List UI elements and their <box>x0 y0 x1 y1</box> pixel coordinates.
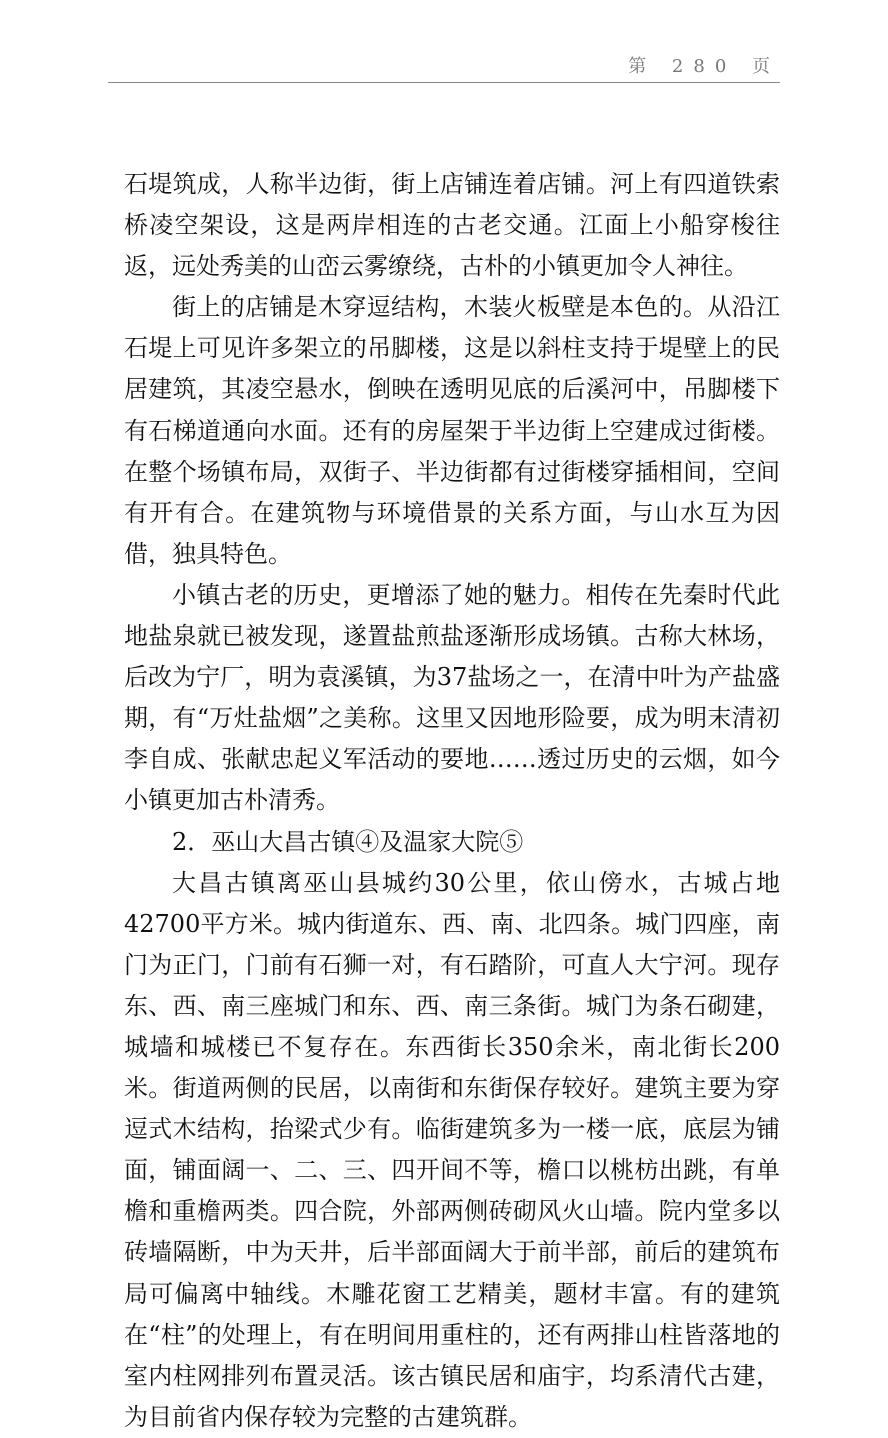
paragraph-2: 街上的店铺是木穿逗结构，木装火板壁是本色的。从沿江石堤上可见许多架立的吊脚楼，这是以斜柱支持于堤壁上的民居建筑，其凌空悬水，倒映在透明见底的后溪河中，吊脚楼下有石梯道通向水面。还有的房屋架于半边街上空建成过街楼。在整个场镇布局，双街子、半边街都有过街楼穿插相间，空间有开有合。在建筑物与环境借景的关系方面，与山水互为因借，独具特色。 <box>124 293 780 568</box>
paragraph-1: 石堤筑成，人称半边街，街上店铺连着店铺。河上有四道铁索桥凌空架设，这是两岸相连的古老交通。江面上小船穿梭往返，远处秀美的山峦云雾缭绕，古朴的小镇更加令人神往。 <box>124 170 780 281</box>
body-text <box>124 164 780 1438</box>
paragraph-4: 大昌古镇离巫山县城约30公里，依山傍水，古城占地42700平方米。城内街道东、西、南、北四条。城门四座，南门为正门，门前有石狮一对，有石踏阶，可直人大宁河。现存东、西、南三座城门和东、西、南三条街。城门为条石砌建，城墙和城楼已不复存在。东西街长350余米，南北街长200米。街道两侧的民居，以南街和东街保存较好。建筑主要为穿逗式木结构，抬梁式少有。临街建筑多为一楼一底，底层为铺面，铺面阔一、二、三、四开间不等，檐口以桃枋出跳，有单檐和重檐两类。四合院，外部两侧砖砌风火山墙。院内堂多以砖墙隔断，中为天井，后半部面阔大于前半部，前后的建筑布局可偏离中轴线。木雕花窗工艺精美，题材丰富。有的建筑在“柱”的处理上，有在明间用重柱的，还有两排山柱皆落地的室内柱网排列布置灵活。该古镇民居和庙宇，均系清代古建，为目前省内保存较为完整的古建筑群。 <box>124 868 780 1431</box>
header-rule <box>108 82 780 83</box>
paragraph-3: 小镇古老的历史，更增添了她的魅力。相传在先秦时代此地盐泉就已被发现，遂置盐煎盐逐渐形成场镇。古称大林场，后改为宁厂，明为袁溪镇，为37盐场之一，在清中叶为产盐盛期，有“万灶盐烟”之美称。这里又因地形险要，成为明末清初李自成、张献忠起义军活动的要地……透过历史的云烟，如今小镇更加古朴清秀。 <box>124 580 780 815</box>
section-heading: 2．巫山大昌古镇④及温家大院⑤ <box>172 827 524 856</box>
page-number-header: 第 280 页 <box>628 56 780 77</box>
